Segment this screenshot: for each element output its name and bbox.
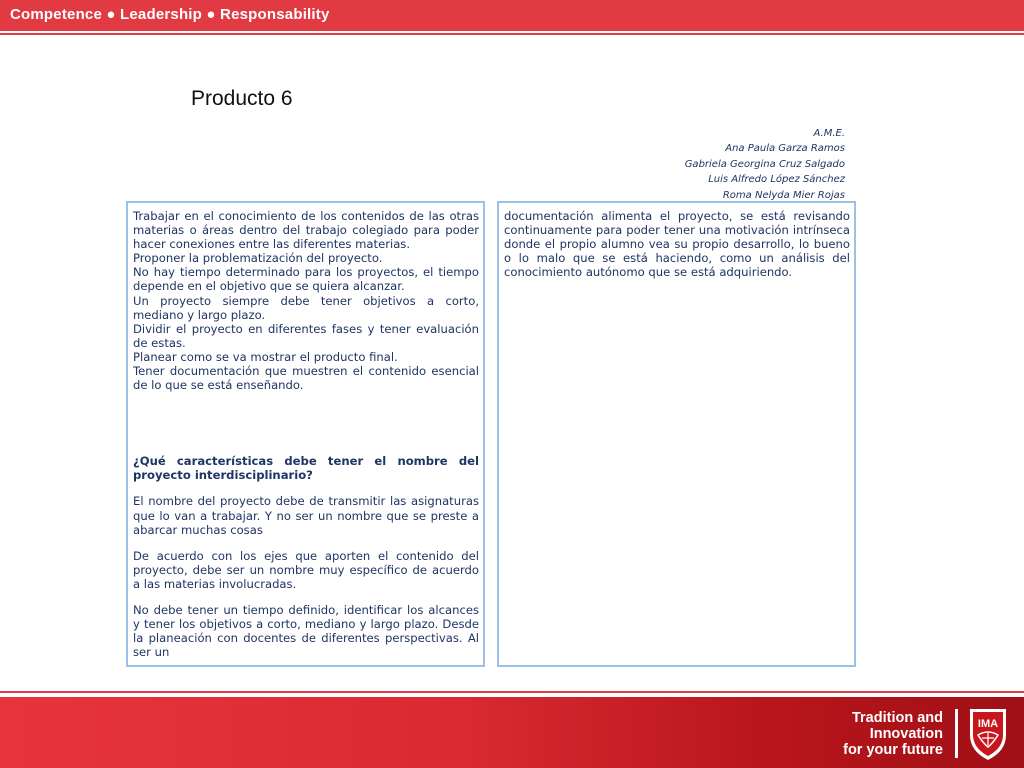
- footer-rule: [0, 691, 1024, 693]
- left-text-box: [126, 201, 485, 667]
- spacer: [133, 482, 479, 494]
- answer-paragraph: De acuerdo con los ejes que aporten el contenido del proyecto, debe ser un nombre muy específico de acuerdo a las materias involucradas.: [133, 548, 479, 591]
- author-name: Roma Nelyda Mier Rojas: [722, 189, 845, 201]
- footer-slogan-line: Innovation: [869, 726, 943, 742]
- author-name: Gabriela Georgina Cruz Salgado: [684, 158, 845, 170]
- author-group: A.M.E.: [813, 128, 845, 139]
- author-name: Luis Alfredo López Sánchez: [708, 174, 845, 186]
- footer-banner: [0, 697, 1024, 768]
- footer-slogan-line: for your future: [843, 742, 943, 758]
- footer-divider: [955, 709, 958, 758]
- question-heading: ¿Qué características debe tener el nombre del proyecto interdisciplinario?: [133, 454, 479, 483]
- continuation-paragraph: documentación alimenta el proyecto, se está revisando continuamente para poder tener una motivación intrínseca donde el propio alumno vea su propio desarrollo, lo bueno o lo malo que se está haciendo, como un análisis del conocimiento autónomo que se está adquiriendo.: [504, 209, 850, 280]
- slide-title: Producto 6: [191, 87, 293, 110]
- ima-shield-logo: [964, 705, 1012, 763]
- answer-paragraph: El nombre del proyecto debe de transmitir las asignaturas que lo van a trabajar. Y no ser un nombre que se preste a abarcar muchas cosas: [133, 494, 479, 537]
- header-banner: [0, 0, 1024, 31]
- footer-slogan-line: Tradition and: [851, 710, 943, 726]
- intro-paragraph: Planear como se va mostrar el producto final.: [133, 349, 398, 364]
- author-list: [685, 126, 845, 203]
- spacer: [133, 591, 479, 603]
- intro-paragraph: Dividir el proyecto en diferentes fases y tener evaluación de estas.: [133, 321, 479, 350]
- header-tagline: Competence ● Leadership ● Responsability: [10, 6, 330, 23]
- logo-text: IMA: [977, 718, 999, 730]
- spacer: [133, 537, 479, 549]
- intro-paragraph: Un proyecto siempre debe tener objetivos a corto, mediano y largo plazo.: [133, 293, 479, 322]
- header-rule: [0, 33, 1024, 35]
- author-name: Ana Paula Garza Ramos: [725, 143, 845, 155]
- intro-paragraph: Proponer la problematización del proyecto.: [133, 251, 383, 266]
- intro-paragraph: Trabajar en el conocimiento de los contenidos de las otras materias o áreas dentro del trabajo colegiado para poder hacer conexiones entre las diferentes materias.: [133, 209, 479, 252]
- intro-paragraph: No hay tiempo determinado para los proyectos, el tiempo depende en el objetivo que se quiera alcanzar.: [133, 265, 479, 294]
- right-text-box: [497, 201, 856, 667]
- footer-slogan: [843, 710, 943, 758]
- intro-paragraph: Tener documentación que muestren el contenido esencial de lo que se está enseñando.: [133, 364, 479, 393]
- spacer: [133, 392, 479, 454]
- answer-paragraph: No debe tener un tiempo definido, identificar los alcances y tener los objetivos a corto, mediano y largo plazo. Desde la planeación con docentes de diferentes perspectivas. Al ser un: [133, 602, 479, 660]
